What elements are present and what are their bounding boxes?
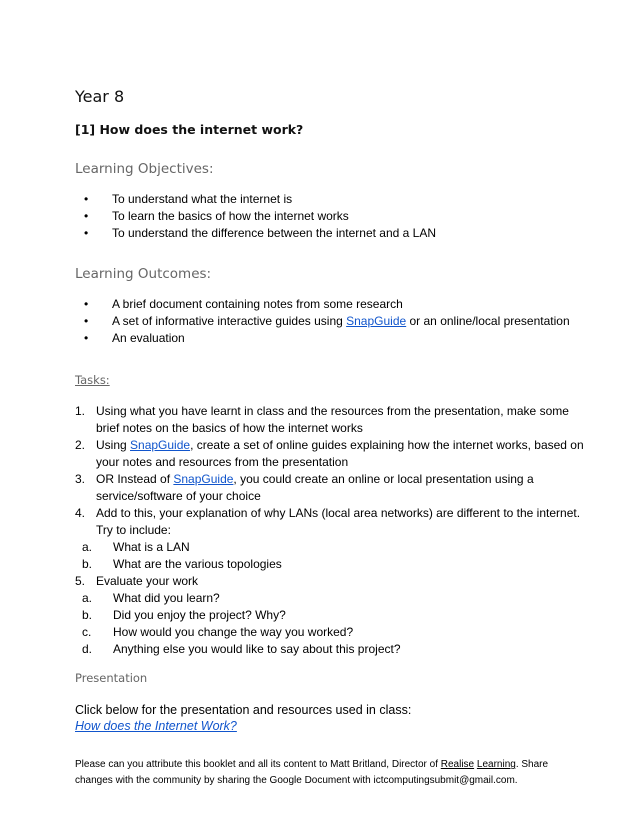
snapguide-link[interactable]: SnapGuide	[130, 438, 191, 452]
bullet-icon: •	[84, 192, 89, 206]
task-item: 3. OR Instead of SnapGuide, you could create an online or local presentation using a	[75, 472, 534, 486]
presentation-heading: Presentation	[75, 671, 148, 685]
lesson-title: [1] How does the internet work?	[75, 122, 304, 137]
task-item: 4. Add to this, your explanation of why LANs (local area networks) are different to the internet.	[75, 506, 581, 520]
tasks-list: 1. Using what you have learnt in class and the resources from the presentation, make some brief notes on the basics of how the internet works 2. Using SnapGuide, create a set of online guides explaining how the internet works, based on your notes and resources from the presentation 3. OR Instead of SnapGuide, you could create an online or local presentation using a service/software of your choice 4. Add to this, your explanation of why LANs (local area networks) are different to the internet. Try to include: a. What is a LAN b. What are the various topologies 5. Evaluate your work a. What did you learn? b. Did you enjoy the project? Why? c. How would you change the way you worked? d. Anything else you would like to say about this project?	[75, 404, 584, 656]
presentation-link[interactable]: How does the Internet Work?	[75, 719, 237, 733]
task-item: 1. Using what you have learnt in class and the resources from the presentation, make some	[75, 404, 569, 418]
year-label: Year 8	[75, 87, 125, 106]
snapguide-link[interactable]: SnapGuide	[346, 314, 407, 328]
presentation-instruction: Click below for the presentation and resources used in class:	[75, 703, 412, 717]
attribution-footer: Please can you attribute this booklet and all its content to Matt Britland, Director of Realise Learning. Share changes with the community by sharing the Google Document with ictcomputingsubmit@gmail.com.	[75, 759, 549, 786]
outcomes-heading: Learning Outcomes:	[75, 266, 212, 282]
bullet-icon: •	[84, 331, 89, 345]
task-item: 5. Evaluate your work	[75, 574, 199, 588]
bullet-icon: •	[84, 226, 89, 240]
sub-task-item: a. What did you learn?	[82, 591, 220, 605]
learning-link[interactable]: Learning	[476, 759, 516, 770]
bullet-icon: •	[84, 314, 89, 328]
realise-link[interactable]: Realise	[440, 759, 475, 770]
objectives-heading: Learning Objectives:	[75, 161, 214, 177]
document-page: Year 8 [1] How does the internet work? Learning Objectives: • To understand what the internet is • To learn the basics of how the internet works • To understand the difference between the internet and a LAN Learning Outcomes: • A brief document containing notes from some research • A set of informative interactive guides using SnapGuide or an online/local presentation • An evaluation Tasks: 1. Using what you have learnt in class and the resources from the presentation, make some brief notes on the basics of how the internet works 2. Using SnapGuide, create a set of online guides explaining how the internet works, based on your notes and resources from the presentation 3. OR Instead of SnapGuide, you could create an online or local presentation using a service/software of your choice 4. Add to this, your explanation of why LANs (local area networks) are different to the internet. Try to include: a. What is a LAN b. What are the various topologies 5. Evaluate your work a. What did you learn? b. Did you enjoy the project? Why? c. How would you change the way you worked? d. Anything else you would like to say about this project? Presentation Click below for the presentation and resources used in class: How does the Internet Work? Please can you attribute this booklet and all its content to Matt Britland, Director of Realise Learning. Share changes with the community by sharing the Google Document with ictcomputingsubmit@gmail.com.	[0, 0, 638, 826]
sub-task-item: b. What are the various topologies	[82, 557, 282, 571]
sub-task-item: a. What is a LAN	[82, 540, 190, 554]
sub-task-item: b. Did you enjoy the project? Why?	[82, 608, 286, 622]
tasks-heading: Tasks:	[75, 373, 110, 387]
sub-task-item: d. Anything else you would like to say about this project?	[82, 642, 401, 656]
bullet-icon: •	[84, 209, 89, 223]
sub-task-item: c. How would you change the way you worked?	[82, 625, 354, 639]
snapguide-link[interactable]: SnapGuide	[173, 472, 234, 486]
bullet-icon: •	[84, 297, 89, 311]
task-item: 2. Using SnapGuide, create a set of online guides explaining how the internet works, based on	[75, 438, 584, 452]
